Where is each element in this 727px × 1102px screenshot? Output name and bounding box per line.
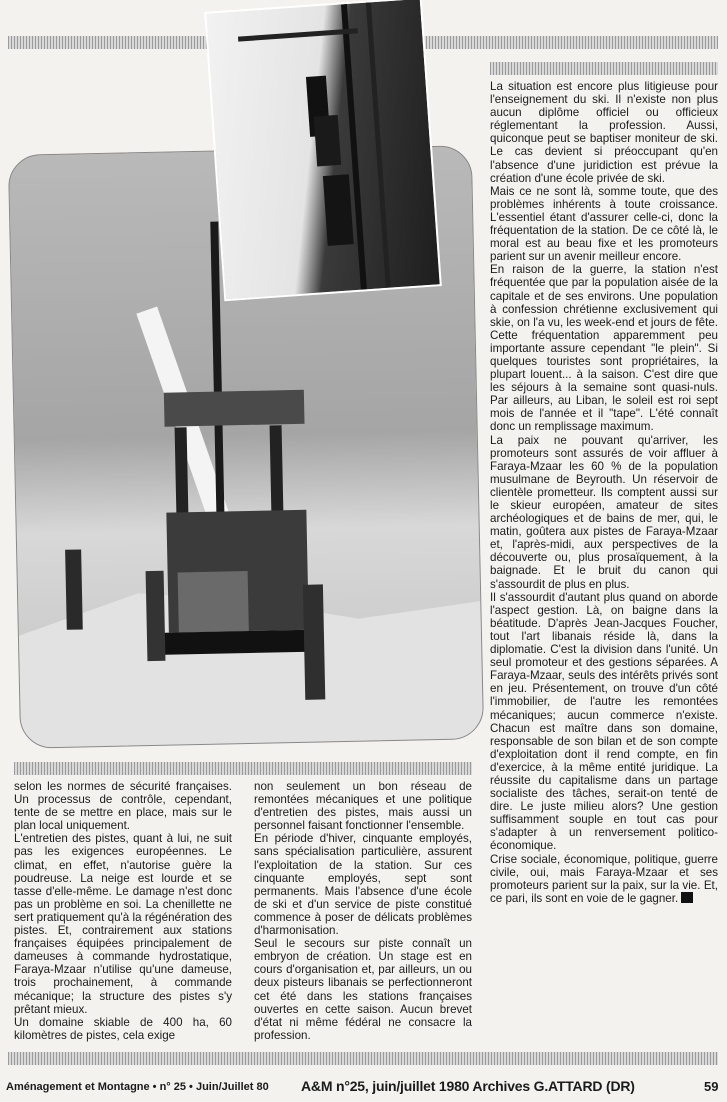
page-number: 59 [704,1079,719,1094]
photo-snow-drawing [206,0,439,299]
article-column-left [14,780,232,1042]
paragraph: La paix ne pouvant qu'arriver, les promoteurs sont assurés de voir affluer à Faraya-Mzaar les 60 % de la population musulmane de Beyrouth. Un réservoir de clientèle prometteur. Ils comptent aussi sur le skieur européen, amateur de sites archéologiques et de bains de mer, qui, le matin, goûtera aux pistes de Faraya-Mzaar et, l'après-midi, aux perspectives de la découverte ou, plus prosaïquement, à la baignade. Et le bruit du canon qui s'assourdit de plus en plus. [490,433,718,591]
paragraph: La situation est encore plus litigieuse pour l'enseignement du ski. Il n'existe non plus aucun diplôme officiel ou officieux réglementant la profession. Aussi, quiconque peut se baptiser moniteur de ski. Le cas devient si préoccupant qu'en l'absence d'une juridiction est prévue la création d'une école privée de ski. [490,80,718,185]
final-text: Crise sociale, économique, politique, guerre civile, oui, mais Faraya-Mzaar et ses promoteurs parient sur la paix, sur la vie. Et, ce pari, ils sont en voie de le gagner. [490,852,718,905]
paragraph: En période d'hiver, cinquante employés, sans spécialisation particulière, assurent l'exploitation de la station. Sur ces cinquante employés, sept sont permanents. Mais l'absence d'une école de ski et d'un service de piste constitué commence à poser de délicats problèmes d'harmonisation. [254,832,472,938]
archive-credit: A&M n°25, juin/juillet 1980 Archives G.ATTARD (DR) [301,1078,635,1094]
paragraph: Un domaine skiable de 400 ha, 60 kilomètres de pistes, cela exige [14,1015,232,1042]
top-rule-right [408,36,718,49]
end-of-article-icon [681,892,693,903]
paragraph: Mais ce ne sont là, somme toute, que des problèmes inhérents à toute croissance. L'essentiel étant d'assurer celle-ci, donc la fréquentation de la station. De ce côté là, le moral est au beau fixe et les promoteurs parient sur un avenir meilleur encore. [490,184,718,264]
paragraph: selon les normes de sécurité françaises. Un processus de contrôle, cependant, tente de se mettre en place, mais sur le plan local uniquement. [14,780,232,833]
top-rule-left [8,36,208,49]
paragraph: non seulement un bon réseau de remontées mécaniques et une politique d'entretien des pistes, mais aussi un personnel faisant fonctionner l'ensemble. [254,780,472,833]
paragraph: Seul le secours sur piste connaît un embryon de création. Un stage est en cours d'organisation et, par ailleurs, un ou deux pisteurs libanais se perfectionneront cet été dans les stations françaises ouvertes en cette saison. Aucun brevet d'état ni même fédéral ne consacre la profession. [254,937,472,1042]
paragraph: Il s'assourdit d'autant plus quand on aborde l'aspect gestion. Là, on baigne dans la béatitude. D'après Jean-Jacques Foucher, tout l'art libanais réside là, dans la diplomatie. C'est la division dans l'unité. Un seul promoteur et des gestions séparées. A Faraya-Mzaar, seuls des intérêts privés sont en jeu. Présentement, on trouve d'un côté l'immobilier, de l'autre les remontées mécaniques; aucun commerce n'existe. Chacun est maître dans son domaine, responsable de son bilan et de son compte d'exploitation dont il rend compte, en fin d'exercice, à la même entité juridique. La réussite du capitalisme dans un partage socialiste des tâches, serait-on tenté de dire. Le juste milieu alors? Une gestion suffisamment souple en tout cas pour s'adapter à un renversement politico-économique. [490,590,718,853]
article-column-middle [254,780,472,1042]
bottom-rule [8,1052,718,1065]
magazine-footer: Aménagement et Montagne • n° 25 • Juin/Juillet 80 [6,1081,269,1093]
photo-workers-in-snow [204,0,442,301]
paragraph: L'entretien des pistes, quant à lui, ne suit pas les exigences européennes. Le climat, en effet, n'autorise guère la poudreuse. La neige est lourde et se tasse d'elle-même. Le damage n'est donc pas un problème en soi. La chenillette ne sert pratiquement qu'à la régénération des pistes. Et, contrairement aux stations françaises équipées principalement de dameuses à commande hydrostatique, Faraya-Mzaar n'utilise qu'une dameuse, trois prochainement, à commande mécanique; la structure des pistes s'y prêtant mieux. [14,832,232,1016]
article-column-right [490,80,718,905]
right-rule [490,62,718,75]
paragraph-final [490,853,718,905]
mid-rule [14,762,472,775]
paragraph: En raison de la guerre, la station n'est fréquentée que par la population aisée de la capitale et de ses environs. Une population à confession chrétienne exclusivement qui skie, on l'a vu, les week-end et jours de fête. Cette fréquentation apparemment peu importante assure cependant "le plein". Si quelques touristes sont propriétaires, la plupart louent... à la saison. C'est dire que les séjours à la semaine sont quasi-nuls. Par ailleurs, au Liban, le soleil est roi sept mois de l'année et il "tape". L'été connaît donc un remplissage maximum. [490,263,718,434]
